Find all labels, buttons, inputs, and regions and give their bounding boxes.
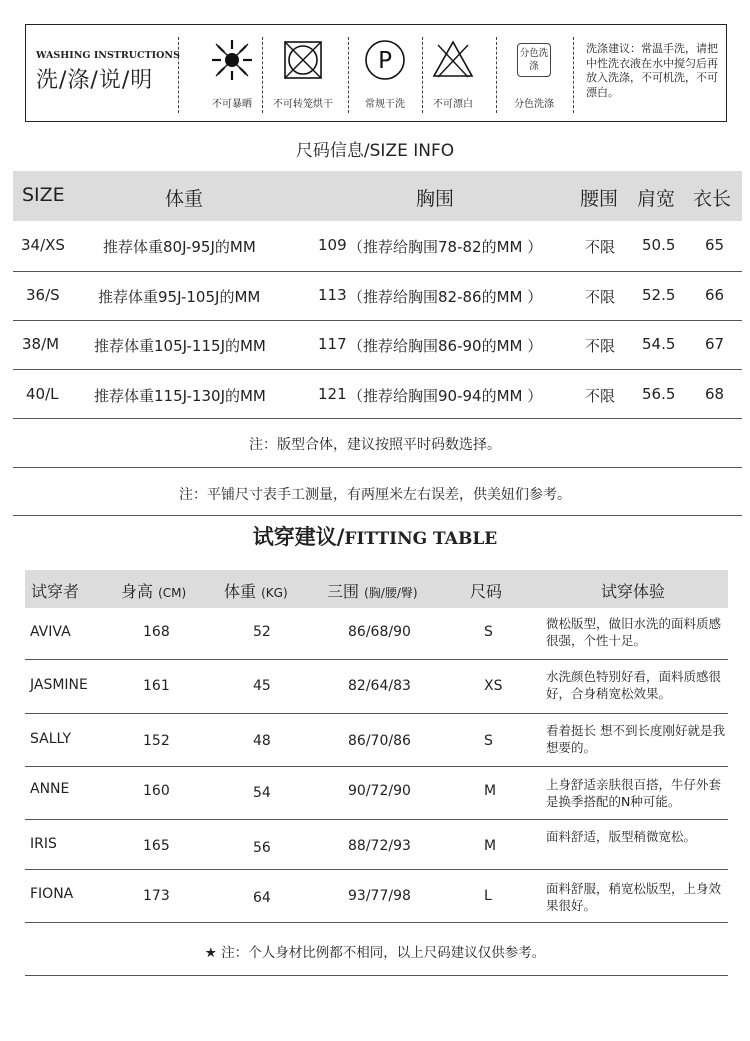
row-divider bbox=[25, 766, 728, 767]
waist-cell: 不限 bbox=[585, 387, 616, 405]
tester-height: 152 bbox=[143, 733, 170, 749]
length-cell: 66 bbox=[705, 286, 725, 304]
header-height-label: 身高 bbox=[121, 582, 154, 601]
fitting-title-en: FITTING TABLE bbox=[344, 529, 498, 549]
tester-experience: 看着挺长 想不到长度刚好就是我想要的。 bbox=[546, 723, 725, 755]
size-cell: 36/S bbox=[26, 286, 60, 304]
header-length: 衣长 bbox=[693, 188, 732, 210]
tester-size: M bbox=[484, 783, 497, 799]
header-measurements bbox=[327, 579, 418, 602]
chest-cell: 121 bbox=[318, 385, 347, 403]
weight-cell: 推荐体重105J-115J的MM bbox=[94, 337, 266, 355]
row-divider bbox=[13, 369, 742, 370]
chest-cell: 109 bbox=[318, 236, 347, 254]
chest-note-cell: （推荐给胸围82-86的MM ） bbox=[348, 288, 543, 306]
row-divider bbox=[13, 271, 742, 272]
size-info-title: 尺码信息/SIZE INFO bbox=[295, 141, 455, 161]
tester-measurements: 86/70/86 bbox=[348, 733, 411, 749]
tester-name: SALLY bbox=[30, 731, 72, 747]
tester-weight: 52 bbox=[253, 624, 271, 640]
care-label: 分色洗涤 bbox=[514, 99, 554, 110]
svg-text:P: P bbox=[378, 48, 392, 74]
tester-size: S bbox=[484, 624, 493, 640]
header-chest: 胸围 bbox=[416, 188, 455, 210]
divider bbox=[178, 37, 179, 113]
weight-cell: 推荐体重95J-105J的MM bbox=[98, 288, 261, 306]
tester-size: S bbox=[484, 733, 493, 749]
tester-name: FIONA bbox=[30, 886, 74, 902]
fitting-title bbox=[0, 521, 750, 551]
washing-title-en: WASHING INSTRUCTIONS bbox=[36, 50, 180, 61]
size-note-measure: 注：平铺尺寸表手工测量，有两厘米左右误差，供美妞们参考。 bbox=[179, 487, 571, 503]
tester-weight: 45 bbox=[253, 678, 271, 694]
size-cell: 34/XS bbox=[21, 236, 65, 254]
tester-measurements: 93/77/98 bbox=[348, 888, 411, 904]
no-bleach-icon bbox=[430, 37, 476, 83]
row-divider bbox=[25, 975, 728, 976]
separate-wash-icon: 分色洗涤 bbox=[517, 43, 551, 77]
tester-weight: 56 bbox=[253, 840, 271, 856]
header-height bbox=[121, 579, 186, 602]
size-cell: 38/M bbox=[22, 335, 60, 353]
washing-title bbox=[36, 50, 180, 94]
waist-cell: 不限 bbox=[585, 288, 616, 306]
header-tester: 试穿者 bbox=[31, 582, 80, 601]
fitting-table-header bbox=[25, 570, 728, 608]
care-item-dry-clean bbox=[348, 37, 422, 110]
header-waist: 腰围 bbox=[580, 188, 619, 210]
header-weight-label: 体重 bbox=[224, 582, 257, 601]
tester-height: 173 bbox=[143, 888, 170, 904]
header-size: SIZE bbox=[22, 184, 65, 206]
weight-cell: 推荐体重80J-95J的MM bbox=[103, 238, 256, 256]
shoulder-cell: 56.5 bbox=[642, 385, 676, 403]
care-item-no-tumble-dry bbox=[262, 37, 344, 110]
row-divider bbox=[13, 467, 742, 468]
chest-cell: 117 bbox=[318, 335, 347, 353]
header-height-unit: (CM) bbox=[158, 586, 187, 600]
tester-size: XS bbox=[484, 678, 503, 694]
header-experience: 试穿体验 bbox=[601, 582, 666, 601]
fitting-footnote: ★ 注：个人身材比例都不相同，以上尺码建议仅供参考。 bbox=[204, 945, 546, 961]
tester-experience: 面料舒适，版型稍微宽松。 bbox=[546, 829, 697, 844]
tester-name: IRIS bbox=[30, 836, 57, 852]
length-cell: 65 bbox=[705, 236, 725, 254]
row-divider bbox=[25, 819, 728, 820]
row-divider bbox=[13, 515, 742, 516]
tester-weight: 64 bbox=[253, 890, 271, 906]
divider bbox=[573, 37, 574, 113]
tester-experience: 面料舒服，稍宽松版型，上身效果很好。 bbox=[546, 881, 722, 913]
length-cell: 68 bbox=[705, 385, 725, 403]
tester-name: JASMINE bbox=[30, 677, 88, 693]
row-divider bbox=[25, 713, 728, 714]
no-tumble-dry-icon bbox=[280, 37, 326, 83]
care-label: 常规干洗 bbox=[365, 99, 405, 110]
tester-measurements: 90/72/90 bbox=[348, 783, 411, 799]
chest-note-cell: （推荐给胸围90-94的MM ） bbox=[348, 387, 543, 405]
chest-note-cell: （推荐给胸围78-82的MM ） bbox=[348, 238, 543, 256]
header-weight bbox=[224, 579, 288, 602]
dry-clean-p-icon bbox=[362, 37, 408, 83]
washing-instructions-box bbox=[25, 24, 727, 122]
tester-experience: 上身舒适亲肤很百搭，牛仔外套是换季搭配的N种可能。 bbox=[546, 777, 722, 809]
header-measurements-label: 三围 bbox=[327, 582, 360, 601]
care-label: 不可转笼烘干 bbox=[273, 99, 333, 110]
header-size: 尺码 bbox=[470, 582, 503, 601]
tester-weight: 54 bbox=[253, 785, 271, 801]
tester-weight: 48 bbox=[253, 733, 271, 749]
row-divider bbox=[25, 659, 728, 660]
header-shoulder: 肩宽 bbox=[637, 188, 676, 210]
tester-size: M bbox=[484, 838, 497, 854]
tester-height: 165 bbox=[143, 838, 170, 854]
row-divider bbox=[13, 418, 742, 419]
tester-measurements: 82/64/83 bbox=[348, 678, 411, 694]
row-divider bbox=[13, 320, 742, 321]
waist-cell: 不限 bbox=[585, 337, 616, 355]
header-measurements-unit: (胸/腰/臀) bbox=[364, 586, 418, 600]
shoulder-cell: 54.5 bbox=[642, 335, 676, 353]
no-sun-icon bbox=[209, 37, 255, 83]
tester-name: ANNE bbox=[30, 781, 70, 797]
shoulder-cell: 50.5 bbox=[642, 236, 676, 254]
header-weight: 体重 bbox=[165, 188, 204, 210]
tester-height: 161 bbox=[143, 678, 170, 694]
tester-measurements: 88/72/93 bbox=[348, 838, 411, 854]
row-divider bbox=[25, 869, 728, 870]
header-weight-unit: (KG) bbox=[261, 586, 288, 600]
tester-experience: 水洗颜色特别好看，面料质感很好，合身稍宽松效果。 bbox=[546, 669, 722, 701]
tester-height: 160 bbox=[143, 783, 170, 799]
size-table-header bbox=[13, 171, 742, 221]
washing-title-cn: 洗/涤/说/明 bbox=[36, 68, 154, 93]
washing-advice: 洗涤建议：常温手洗，请把中性洗衣液在水中搅匀后再放入洗涤，不可机洗，不可漂白。 bbox=[586, 42, 718, 99]
tester-name: AVIVA bbox=[30, 624, 71, 640]
shoulder-cell: 52.5 bbox=[642, 286, 676, 304]
fitting-title-cn: 试穿建议/ bbox=[252, 525, 345, 549]
row-divider bbox=[25, 922, 728, 923]
tester-measurements: 86/68/90 bbox=[348, 624, 411, 640]
tester-experience: 微松版型，做旧水洗的面料质感很强，个性十足。 bbox=[546, 616, 722, 648]
waist-cell: 不限 bbox=[585, 238, 616, 256]
chest-note-cell: （推荐给胸围86-90的MM ） bbox=[348, 337, 543, 355]
chest-cell: 113 bbox=[318, 286, 347, 304]
tester-height: 168 bbox=[143, 624, 170, 640]
weight-cell: 推荐体重115J-130J的MM bbox=[94, 387, 266, 405]
size-note-fit: 注：版型合体，建议按照平时码数选择。 bbox=[249, 437, 501, 453]
care-item-separate-wash bbox=[496, 37, 572, 110]
care-label: 不可暴晒 bbox=[212, 99, 252, 110]
care-label: 不可漂白 bbox=[433, 99, 473, 110]
length-cell: 67 bbox=[705, 335, 725, 353]
care-item-no-bleach bbox=[422, 37, 484, 110]
tester-size: L bbox=[484, 888, 492, 904]
size-cell: 40/L bbox=[26, 385, 59, 403]
